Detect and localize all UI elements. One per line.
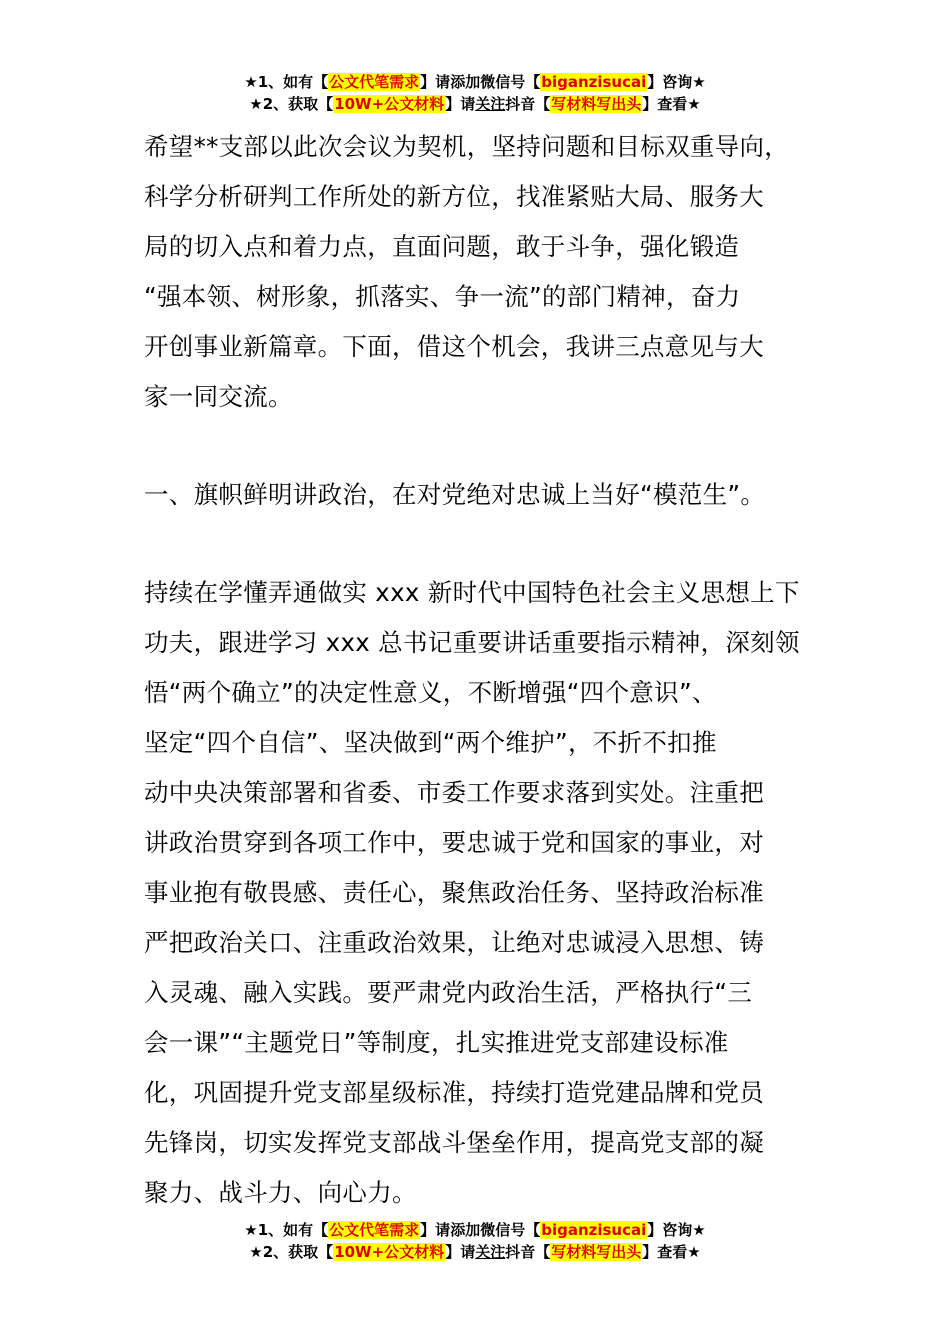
promo-highlight-service: 公文代笔需求: [329, 1221, 420, 1239]
promo-emphasis-follow: 关注: [475, 1243, 506, 1261]
bottom-promo-banner: [0, 1219, 950, 1263]
text-line: 事业抱有敬畏感、责任心，聚焦政治任务、坚持政治标准: [144, 878, 764, 907]
promo-highlight-materials: 10W+公文材料: [334, 95, 445, 113]
promo-highlight-materials: 10W+公文材料: [334, 1243, 445, 1261]
top-promo-banner: [0, 71, 950, 115]
text-line: 家一同交流。: [144, 382, 293, 411]
section-heading-1: [144, 470, 834, 520]
text-line: 开创事业新篇章。下面，借这个机会，我讲三点意见与大: [144, 332, 764, 361]
text-line: 坚定“四个自信”、坚决做到“两个维护”，不折不扣推: [144, 728, 717, 757]
text-line: 科学分析研判工作所处的新方位，找准紧贴大局、服务大: [144, 182, 764, 211]
promo-wechat-id: biganzisucai: [541, 1221, 647, 1239]
promo-line-1: ★1、如有【公文代笔需求】请添加微信号【biganzisucai】咨询★: [244, 73, 706, 91]
promo-douyin-account: 写材料写出头: [551, 95, 642, 113]
promo-highlight-service: 公文代笔需求: [329, 73, 420, 91]
promo-emphasis-add: 添加: [450, 73, 481, 91]
text-line: 持续在学懂弄通做实 xxx 新时代中国特色社会主义思想上下: [144, 578, 800, 607]
section-1-paragraph: [144, 568, 834, 1218]
text-line: 聚力、战斗力、向心力。: [144, 1178, 417, 1207]
text-line: 悟“两个确立”的决定性意义，不断增强“四个意识”、: [144, 678, 717, 707]
promo-wechat-id: biganzisucai: [541, 73, 647, 91]
text-line: 先锋岗，切实发挥党支部战斗堡垒作用，提高党支部的凝: [144, 1128, 764, 1157]
text-line: 入灵魂、融入实践。要严肃党内政治生活，严格执行“三: [144, 978, 753, 1007]
text-line: 会一课”“主题党日”等制度，扎实推进党支部建设标准: [144, 1028, 729, 1057]
text-line: 功夫，跟进学习 xxx 总书记重要讲话重要指示精神，深刻领: [144, 628, 800, 657]
text-line: “强本领、树形象，抓落实、争一流”的部门精神，奋力: [144, 282, 741, 311]
promo-line-2: ★2、获取【10W+公文材料】请关注抖音【写材料写出头】查看★: [249, 1243, 701, 1261]
intro-paragraph: [144, 122, 834, 422]
text-line: 化，巩固提升党支部星级标准，持续打造党建品牌和党员: [144, 1078, 764, 1107]
promo-emphasis-follow: 关注: [475, 95, 506, 113]
promo-line-2: ★2、获取【10W+公文材料】请关注抖音【写材料写出头】查看★: [249, 95, 701, 113]
text-line: 动中央决策部署和省委、市委工作要求落到实处。注重把: [144, 778, 764, 807]
text-line: 严把政治关口、注重政治效果，让绝对忠诚浸入思想、铸: [144, 928, 764, 957]
promo-line-1: ★1、如有【公文代笔需求】请添加微信号【biganzisucai】咨询★: [244, 1221, 706, 1239]
text-line: 希望**支部以此次会议为契机，坚持问题和目标双重导向，: [144, 132, 790, 161]
text-line: 局的切入点和着力点，直面问题，敢于斗争，强化锻造: [144, 232, 740, 261]
promo-douyin-account: 写材料写出头: [551, 1243, 642, 1261]
promo-emphasis-add: 添加: [450, 1221, 481, 1239]
heading-text: 一、旗帜鲜明讲政治，在对党绝对忠诚上当好“模范生”。: [144, 480, 766, 509]
text-line: 讲政治贯穿到各项工作中，要忠诚于党和国家的事业，对: [144, 828, 764, 857]
